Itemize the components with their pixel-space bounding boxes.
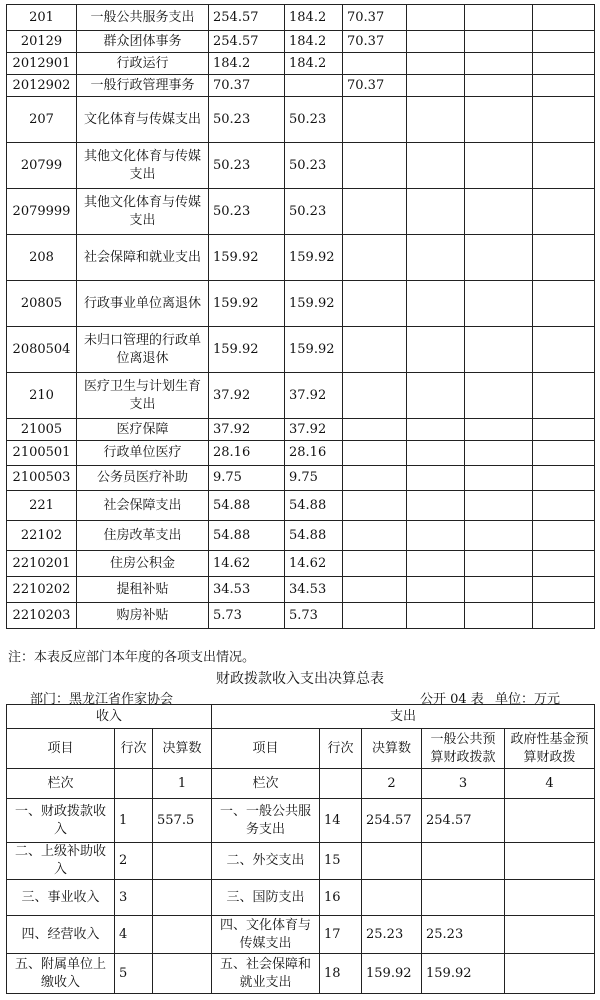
table-cell [465, 491, 533, 521]
table-cell: 1 [115, 799, 153, 843]
table-cell: 群众团体事务 [77, 31, 209, 53]
table-cell [465, 441, 533, 466]
expense-header: 支出 [212, 705, 595, 729]
table-cell: 2080504 [7, 327, 77, 373]
table-row [7, 954, 595, 994]
table-cell [465, 577, 533, 603]
table-cell: 提租补贴 [77, 577, 209, 603]
table-cell: 二、外交支出 [212, 843, 320, 880]
table-cell: 208 [7, 235, 77, 281]
table-cell [533, 97, 595, 143]
table-cell [153, 916, 212, 954]
table-cell [343, 521, 407, 551]
table-row [7, 5, 595, 31]
table-cell: 37.92 [209, 373, 285, 419]
table-cell: 184.2 [285, 5, 343, 31]
table-cell: 一般行政管理事务 [77, 75, 209, 97]
table-row [7, 491, 595, 521]
table-cell: 159.92 [362, 954, 422, 994]
table-cell: 购房补贴 [77, 603, 209, 629]
table-cell: 184.2 [209, 53, 285, 75]
lanci-cell [320, 769, 362, 799]
table-cell [285, 75, 343, 97]
table-cell [533, 419, 595, 441]
column-header: 决算数 [362, 729, 422, 769]
table-cell [505, 954, 595, 994]
table-cell [533, 521, 595, 551]
table-cell [407, 466, 465, 491]
table-cell [407, 577, 465, 603]
table-cell [465, 551, 533, 577]
table-cell [407, 53, 465, 75]
table-cell [407, 143, 465, 189]
lanci-cell: 3 [422, 769, 505, 799]
table-cell: 54.88 [285, 521, 343, 551]
table-cell: 54.88 [285, 491, 343, 521]
table-cell [153, 880, 212, 916]
table-cell: 3 [115, 880, 153, 916]
table-row [7, 916, 595, 954]
table-cell: 25.23 [422, 916, 505, 954]
table-cell: 医疗保障 [77, 419, 209, 441]
table-row [7, 235, 595, 281]
table-cell: 公务员医疗补助 [77, 466, 209, 491]
table-cell: 50.23 [209, 189, 285, 235]
table-cell: 70.37 [343, 31, 407, 53]
table-cell: 159.92 [209, 235, 285, 281]
table-cell [343, 577, 407, 603]
table-note: 注：本表反应部门本年度的各项支出情况。 [8, 650, 256, 665]
table-cell: 50.23 [285, 97, 343, 143]
table-cell: 一、财政拨款收入 [7, 799, 115, 843]
table-cell [533, 143, 595, 189]
table-cell [407, 603, 465, 629]
table-cell: 其他文化体育与传媒支出 [77, 143, 209, 189]
table-cell [343, 419, 407, 441]
table-cell: 159.92 [422, 954, 505, 994]
table-cell: 557.5 [153, 799, 212, 843]
lanci-cell: 1 [153, 769, 212, 799]
table-cell: 70.37 [343, 5, 407, 31]
table-cell [465, 235, 533, 281]
table-cell: 9.75 [209, 466, 285, 491]
table-cell: 2100501 [7, 441, 77, 466]
table-row [7, 143, 595, 189]
table-cell [422, 843, 505, 880]
table-row [7, 97, 595, 143]
table-cell: 50.23 [285, 143, 343, 189]
table-cell: 15 [320, 843, 362, 880]
lanci-cell: 4 [505, 769, 595, 799]
table-cell [407, 5, 465, 31]
income-header: 收入 [7, 705, 212, 729]
table-cell [343, 235, 407, 281]
table-cell: 221 [7, 491, 77, 521]
table-cell [465, 5, 533, 31]
table-cell: 22102 [7, 521, 77, 551]
table-row [7, 521, 595, 551]
table-cell: 184.2 [285, 31, 343, 53]
table-cell [343, 143, 407, 189]
table-cell [465, 327, 533, 373]
table-cell [505, 843, 595, 880]
table-cell: 20805 [7, 281, 77, 327]
table-cell: 21005 [7, 419, 77, 441]
table-cell: 三、国防支出 [212, 880, 320, 916]
table-cell: 184.2 [285, 53, 343, 75]
table-cell: 5 [115, 954, 153, 994]
table-cell [465, 521, 533, 551]
table-cell [407, 373, 465, 419]
table-cell [422, 880, 505, 916]
table-cell: 50.23 [209, 143, 285, 189]
table-cell [465, 419, 533, 441]
table-cell: 210 [7, 373, 77, 419]
table-cell [407, 281, 465, 327]
table-cell [407, 235, 465, 281]
table-cell [533, 441, 595, 466]
fiscal-summary-table [6, 704, 595, 994]
table-row [7, 75, 595, 97]
table-cell: 37.92 [285, 373, 343, 419]
table-cell [407, 419, 465, 441]
table-cell [407, 441, 465, 466]
table-cell: 28.16 [285, 441, 343, 466]
table-cell [343, 373, 407, 419]
table-cell: 四、文化体育与传媒支出 [212, 916, 320, 954]
table-cell: 未归口管理的行政单位离退休 [77, 327, 209, 373]
table-cell: 医疗卫生与计划生育支出 [77, 373, 209, 419]
table-cell: 住房公积金 [77, 551, 209, 577]
table-cell: 17 [320, 916, 362, 954]
table-cell [465, 281, 533, 327]
table-cell: 2210202 [7, 577, 77, 603]
table-cell: 159.92 [209, 281, 285, 327]
table-row [7, 53, 595, 75]
table-cell: 其他文化体育与传媒支出 [77, 189, 209, 235]
table-cell: 70.37 [209, 75, 285, 97]
table-cell [465, 75, 533, 97]
table-cell [362, 843, 422, 880]
table-cell [533, 551, 595, 577]
table-row [7, 373, 595, 419]
table-cell [465, 53, 533, 75]
table-cell: 4 [115, 916, 153, 954]
table-cell [343, 53, 407, 75]
table-cell: 2 [115, 843, 153, 880]
column-header: 政府性基金预算财政拨 [505, 729, 595, 769]
table-cell: 五、社会保障和就业支出 [212, 954, 320, 994]
table-cell [533, 189, 595, 235]
column-header: 项目 [212, 729, 320, 769]
table-cell [153, 843, 212, 880]
table-cell: 四、经营收入 [7, 916, 115, 954]
table-cell [533, 281, 595, 327]
column-header: 项目 [7, 729, 115, 769]
table-cell: 五、附属单位上缴收入 [7, 954, 115, 994]
table-cell [407, 97, 465, 143]
table-cell: 254.57 [209, 5, 285, 31]
table-cell [343, 491, 407, 521]
table-cell: 50.23 [285, 189, 343, 235]
table-cell [407, 31, 465, 53]
table-cell [533, 491, 595, 521]
table-cell [343, 466, 407, 491]
table-cell [343, 603, 407, 629]
table-cell [533, 75, 595, 97]
lanci-cell [115, 769, 153, 799]
table-cell: 9.75 [285, 466, 343, 491]
table-cell: 207 [7, 97, 77, 143]
table-cell [465, 97, 533, 143]
table-cell: 行政事业单位离退休 [77, 281, 209, 327]
table-cell: 20129 [7, 31, 77, 53]
table-cell: 行政运行 [77, 53, 209, 75]
table-cell: 254.57 [362, 799, 422, 843]
table-cell: 一、一般公共服务支出 [212, 799, 320, 843]
table-row [7, 551, 595, 577]
column-header: 行次 [115, 729, 153, 769]
table-title: 财政拨款收入支出决算总表 [216, 671, 384, 687]
table-cell [533, 466, 595, 491]
table-cell: 2012902 [7, 75, 77, 97]
table-cell: 54.88 [209, 491, 285, 521]
table-cell [533, 53, 595, 75]
table-cell [533, 577, 595, 603]
table-cell [505, 880, 595, 916]
table-cell: 2012901 [7, 53, 77, 75]
table-cell [505, 916, 595, 954]
table-cell [343, 327, 407, 373]
table-cell: 18 [320, 954, 362, 994]
table-cell: 2210201 [7, 551, 77, 577]
table-cell: 159.92 [209, 327, 285, 373]
table-cell [465, 143, 533, 189]
table-cell [465, 31, 533, 53]
table-row [7, 189, 595, 235]
table-cell: 行政单位医疗 [77, 441, 209, 466]
table-cell: 2210203 [7, 603, 77, 629]
table-cell: 28.16 [209, 441, 285, 466]
table-cell [533, 603, 595, 629]
table-row [7, 31, 595, 53]
table-row [7, 281, 595, 327]
table-cell [407, 521, 465, 551]
table-cell: 14.62 [209, 551, 285, 577]
table-cell: 14 [320, 799, 362, 843]
table-cell [465, 466, 533, 491]
table-row [7, 799, 595, 843]
table-cell: 社会保障支出 [77, 491, 209, 521]
expenditure-detail-table [6, 4, 595, 629]
table-cell [407, 551, 465, 577]
table-cell [407, 327, 465, 373]
table-cell [533, 5, 595, 31]
table-row [7, 327, 595, 373]
table-cell [533, 327, 595, 373]
table-cell: 文化体育与传媒支出 [77, 97, 209, 143]
table-cell: 5.73 [285, 603, 343, 629]
lanci-cell: 栏次 [212, 769, 320, 799]
table-row [7, 419, 595, 441]
table-cell: 三、事业收入 [7, 880, 115, 916]
table-cell: 5.73 [209, 603, 285, 629]
table-cell: 14.62 [285, 551, 343, 577]
table-cell: 254.57 [422, 799, 505, 843]
table-cell [533, 31, 595, 53]
table-cell [533, 373, 595, 419]
table-cell: 70.37 [343, 75, 407, 97]
table-row [7, 880, 595, 916]
table-cell [465, 603, 533, 629]
table-cell [407, 189, 465, 235]
table-cell [465, 189, 533, 235]
table-cell: 住房改革支出 [77, 521, 209, 551]
table-cell: 159.92 [285, 281, 343, 327]
table-row [7, 577, 595, 603]
table-cell: 2079999 [7, 189, 77, 235]
table-cell: 社会保障和就业支出 [77, 235, 209, 281]
table-cell: 37.92 [209, 419, 285, 441]
table-cell: 159.92 [285, 327, 343, 373]
table-cell [407, 75, 465, 97]
table-cell [153, 954, 212, 994]
unit-label: 单位：万元 [495, 692, 561, 707]
table-cell [533, 235, 595, 281]
table-cell: 254.57 [209, 31, 285, 53]
table-row [7, 603, 595, 629]
table-row [7, 441, 595, 466]
table-row [7, 466, 595, 491]
table-cell: 16 [320, 880, 362, 916]
table-cell: 25.23 [362, 916, 422, 954]
lanci-cell: 栏次 [7, 769, 115, 799]
table-cell: 一般公共服务支出 [77, 5, 209, 31]
table-cell [505, 799, 595, 843]
table-cell: 50.23 [209, 97, 285, 143]
table-cell: 34.53 [285, 577, 343, 603]
form-number: 公开 04 表 [420, 692, 484, 707]
table-cell: 2100503 [7, 466, 77, 491]
table-cell [343, 551, 407, 577]
lanci-cell: 2 [362, 769, 422, 799]
table-cell [343, 281, 407, 327]
table-cell [465, 373, 533, 419]
table-cell: 20799 [7, 143, 77, 189]
table-cell [343, 441, 407, 466]
column-header: 行次 [320, 729, 362, 769]
column-header: 一般公共预算财政拨款 [422, 729, 505, 769]
table-cell [343, 189, 407, 235]
table-cell: 37.92 [285, 419, 343, 441]
table-cell: 34.53 [209, 577, 285, 603]
table-cell: 201 [7, 5, 77, 31]
table-cell: 二、上级补助收入 [7, 843, 115, 880]
column-header: 决算数 [153, 729, 212, 769]
department-label: 部门：黑龙江省作家协会 [30, 692, 174, 707]
table-cell: 159.92 [285, 235, 343, 281]
table-row [7, 843, 595, 880]
table-cell [407, 491, 465, 521]
table-cell [343, 97, 407, 143]
table-cell [362, 880, 422, 916]
table-cell: 54.88 [209, 521, 285, 551]
